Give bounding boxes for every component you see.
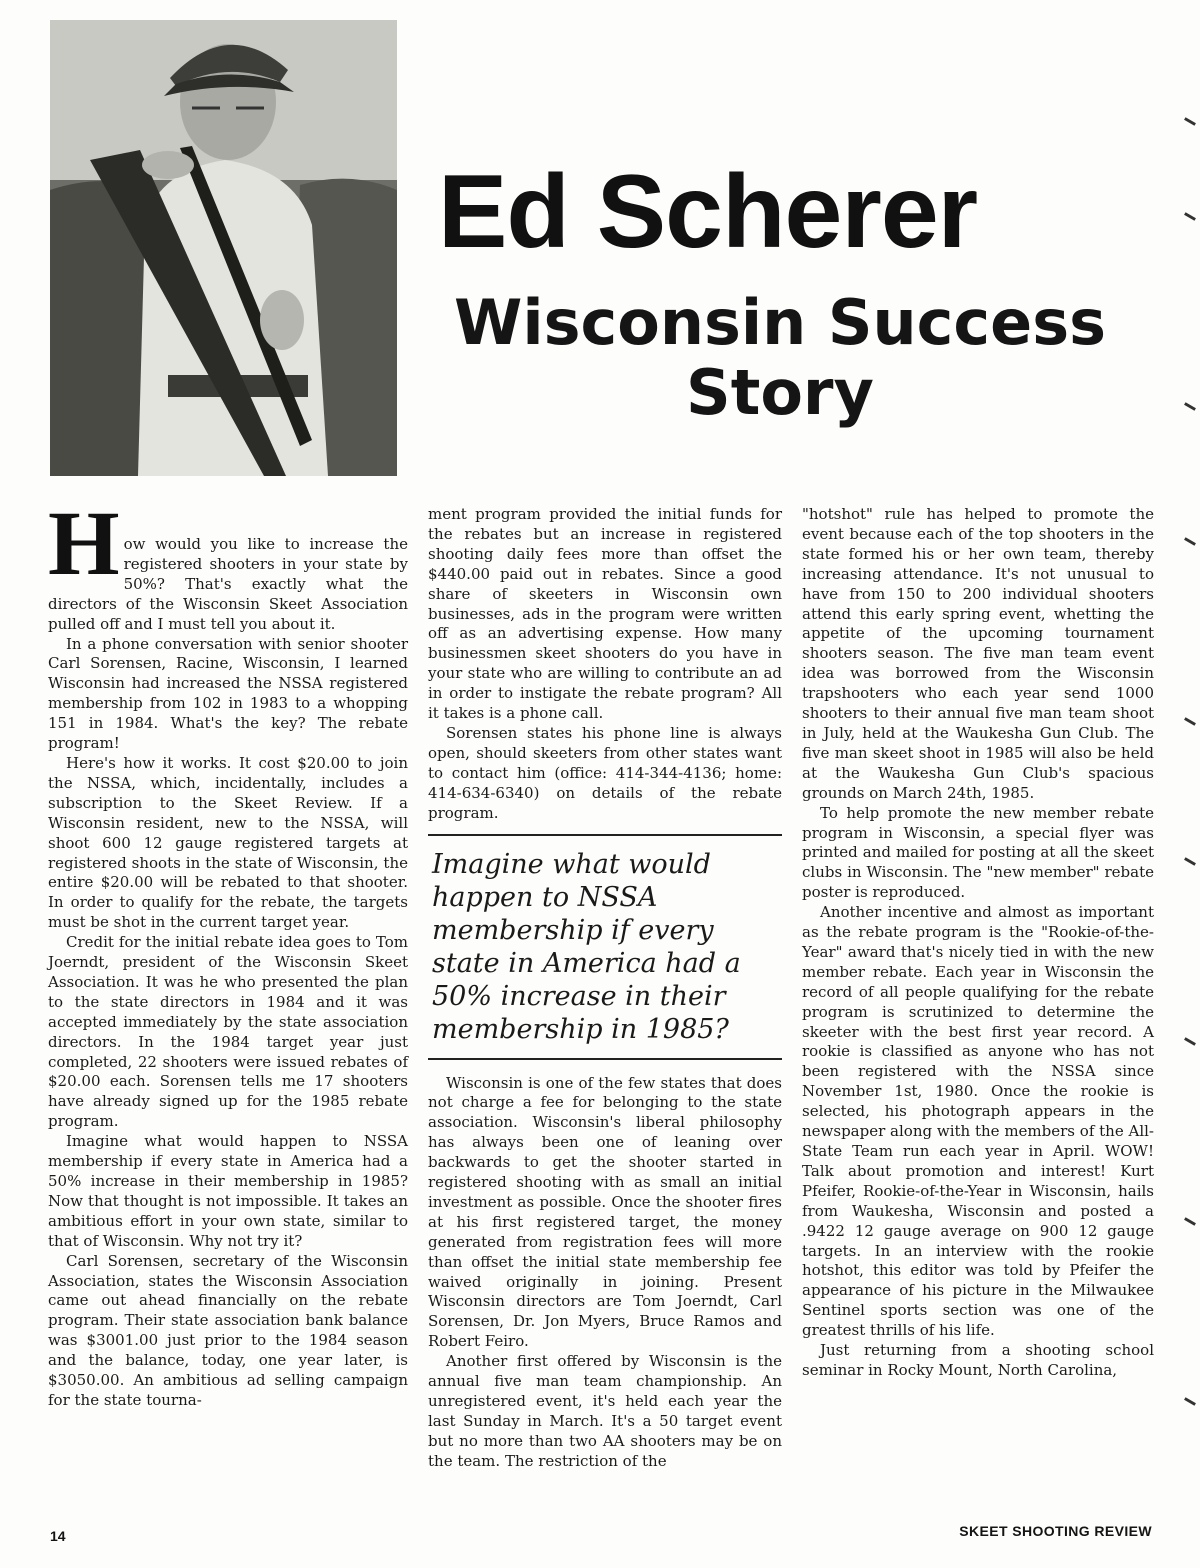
edge-mark [1184, 717, 1196, 726]
paragraph: Another first offered by Wisconsin is the annual five man team championship. An unregistered event, it's held each year the last Sunday in March. It's a 50 target event but no more than two AA shooters may be on the team. The restriction of the [428, 1352, 782, 1470]
article-subtitle [440, 288, 1120, 428]
subtitle-line-2: Story [686, 356, 874, 429]
subtitle-line-1: Wisconsin Success [453, 286, 1107, 359]
edge-mark [1184, 1397, 1196, 1406]
edge-mark [1184, 212, 1196, 221]
paragraph: Just returning from a shooting school seminar in Rocky Mount, North Carolina, [802, 1341, 1154, 1379]
article-column-3 [802, 505, 1154, 1381]
paragraph: Imagine what would happen to NSSA membership if every state in America had a 50% increase in their membership in 1985? Now that thought is not impossible. It takes an ambitious effort in your own state, similar to that of Wisconsin. Why not try it? [48, 1132, 408, 1250]
paragraph: To help promote the new member rebate program in Wisconsin, a special flyer was printed and mailed for posting at all the skeet clubs in Wisconsin. The "new member" rebate poster is reproduced. [802, 803, 1154, 902]
paragraph: Here's how it works. It cost $20.00 to join the NSSA, which, incidentally, includes a subscription to the Skeet Review. If a Wisconsin resident, new to the NSSA, will shoot 600 12 gauge registered targets at registered shoots in the state of Wisconsin, the entire $20.00 will be rebated to that shooter. In order to qualify for the rebate, the targets must be shot in the current target year. [48, 753, 408, 932]
pull-quote-bottom-rule [428, 1058, 782, 1060]
edge-mark [1184, 857, 1196, 866]
drop-cap: H [48, 492, 120, 594]
paragraph: In a phone conversation with senior shooter Carl Sorensen, Racine, Wisconsin, I learned Wisconsin had increased the NSSA registered membership from 102 in 1983 to a whopping 151 in 1984. What's the key? The rebate program! [48, 634, 408, 753]
portrait-photo [50, 20, 397, 476]
paragraph: ment program provided the initial funds for the rebates but an increase in registered shooting daily fees more than offset the $440.00 paid out in rebates. Since a good share of skeeters in Wisconsin own businesses, ads in the program were written off as an advertising expense. How many businessmen skeet shooters do you have in your state who are willing to contribute an ad in order to instigate the rebate program? All it takes is a phone call. [428, 505, 782, 723]
paragraph: Sorensen states his phone line is always open, should skeeters from other states want to contact him (office: 414-344-4136; home: 414-634-6340) on details of the rebate program. [428, 723, 782, 822]
article-title: Ed Scherer [438, 154, 978, 270]
edge-mark [1184, 1217, 1196, 1226]
paragraph [48, 492, 408, 635]
edge-mark [1184, 1037, 1196, 1046]
article-column-2 [428, 505, 782, 1472]
edge-mark [1184, 117, 1196, 126]
paragraph: Carl Sorensen, secretary of the Wisconsin Association, states the Wisconsin Association came out ahead financially on the rebate program. Their state association bank balance was $3001.00 just prior to the 1984 season and the balance, today, one year later, is $3050.00. An ambitious ad selling campaign for the state tourna- [48, 1251, 408, 1409]
publication-name: SKEET SHOOTING REVIEW [959, 1523, 1152, 1539]
paragraph-text: ow would you like to increase the registered shooters in your state by 50%? That's exactly what the directors of the Wisconsin Skeet Association pulled off and I must tell you about it. [48, 535, 408, 633]
edge-mark [1184, 537, 1196, 546]
edge-mark [1184, 402, 1196, 411]
page-number: 14 [50, 1528, 66, 1544]
paragraph: "hotshot" rule has helped to promote the event because each of the top shooters in the state formed his or her own team, thereby increasing attendance. It's not unusual to have from 150 to 200 individual shooters attend this early spring event, whetting the appetite of the upcoming tournament shooters season. The five man team event idea was borrowed from the Wisconsin trapshooters who each year send 1000 shooters to their annual five man team shoot in July, held at the Waukesha Gun Club. The five man skeet shoot in 1985 will also be held at the Waukesha Gun Club's spacious grounds on March 24th, 1985. [802, 505, 1154, 802]
article-column-1 [48, 492, 408, 1411]
pull-quote-top-rule [428, 834, 782, 836]
paragraph: Another incentive and almost as important as the rebate program is the "Rookie-of-the-Year" award that's nicely tied in with the new member rebate. Each year in Wisconsin the record of all people qualifying for the rebate program is scrutinized to determine the skeeter with the best first year record. A rookie is classified as anyone who has not been registered with the NSSA since November 1st, 1980. Once the rookie is selected, his photograph appears in the newspaper along with the members of the All-State Team run each year in April. WOW! Talk about promotion and interest! Kurt Pfeifer, Rookie-of-the-Year in Wisconsin, hails from Waukesha, Wisconsin and posted a .9422 12 gauge average on 900 12 gauge targets. In an interview with the rookie hotshot, this editor was told by Pfeifer the appearance of his picture in the Milwaukee Sentinel sports section was one of the greatest thrills of his life. [802, 903, 1154, 1340]
paragraph: Wisconsin is one of the few states that does not charge a fee for belonging to the state association. Wisconsin's liberal philosophy has always been one of leaning over backwards to get the shooter started in registered shooting with as small an initial investment as possible. Once the shooter fires at his first registered target, the money generated from registration fees will more than offset the initial state membership fee waived originally in joining. Present Wisconsin directors are Tom Joerndt, Carl Sorensen, Dr. Jon Myers, Bruce Ramos and Robert Feiro. [428, 1073, 782, 1351]
paragraph: Credit for the initial rebate idea goes to Tom Joerndt, president of the Wisconsin Skeet Association. It was he who presented the plan to the state directors in 1984 and it was accepted immediately by the state association directors. In the 1984 target year just completed, 22 shooters were issued rebates of $20.00 each. Sorensen tells me 17 shooters have already signed up for the 1985 rebate program. [48, 933, 408, 1131]
pull-quote: Imagine what would happen to NSSA membership if every state in America had a 50% increase in their membership in 1985? [432, 848, 741, 1045]
